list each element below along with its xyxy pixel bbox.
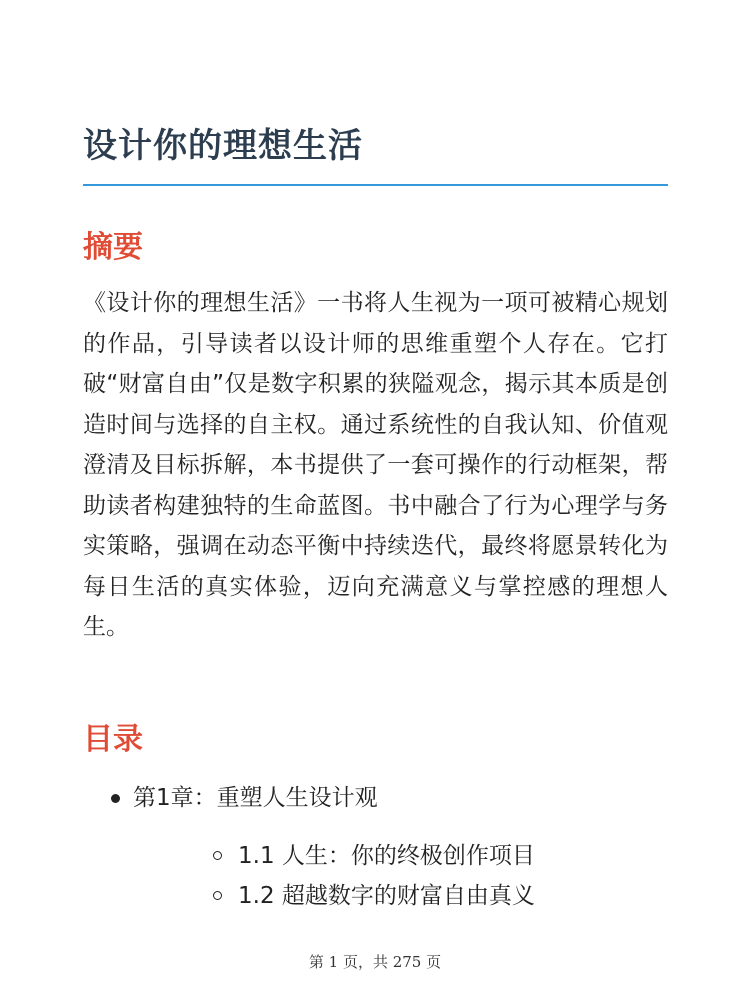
- toc-chapter-1: [83, 780, 668, 916]
- toc-section-1-2: [133, 876, 668, 916]
- bullet-circle-icon: [213, 891, 222, 900]
- table-of-contents: [83, 780, 668, 916]
- document-title: 设计你的理想生活: [83, 126, 363, 166]
- bullet-circle-icon: [213, 851, 222, 860]
- toc-section-list: [133, 836, 668, 916]
- toc-heading: 目录: [83, 722, 143, 757]
- toc-section-1-1: [133, 836, 668, 876]
- summary-heading: 摘要: [83, 230, 143, 265]
- bullet-dot-icon: [111, 794, 120, 803]
- toc-chapter-label: 第1章：重塑人生设计观: [133, 785, 378, 811]
- summary-text: 《设计你的理想生活》一书将人生视为一项可被精心规划的作品，引导读者以设计师的思维重塑个人存在。它打破“财富自由”仅是数字积累的狭隘观念，揭示其本质是创造时间与选择的自主权。通过系统性的自我认知、价值观澄清及目标拆解，本书提供了一套可操作的行动框架，帮助读者构建独特的生命蓝图。书中融合了行为心理学与务实策略，强调在动态平衡中持续迭代，最终将愿景转化为每日生活的真实体验，迈向充满意义与掌控感的理想人生。: [83, 290, 668, 640]
- page-number-footer: 第 1 页，共 275 页: [308, 953, 442, 971]
- title-divider: [83, 184, 668, 186]
- toc-section-label: 1.1 人生：你的终极创作项目: [238, 843, 535, 869]
- toc-section-label: 1.2 超越数字的财富自由真义: [238, 883, 535, 909]
